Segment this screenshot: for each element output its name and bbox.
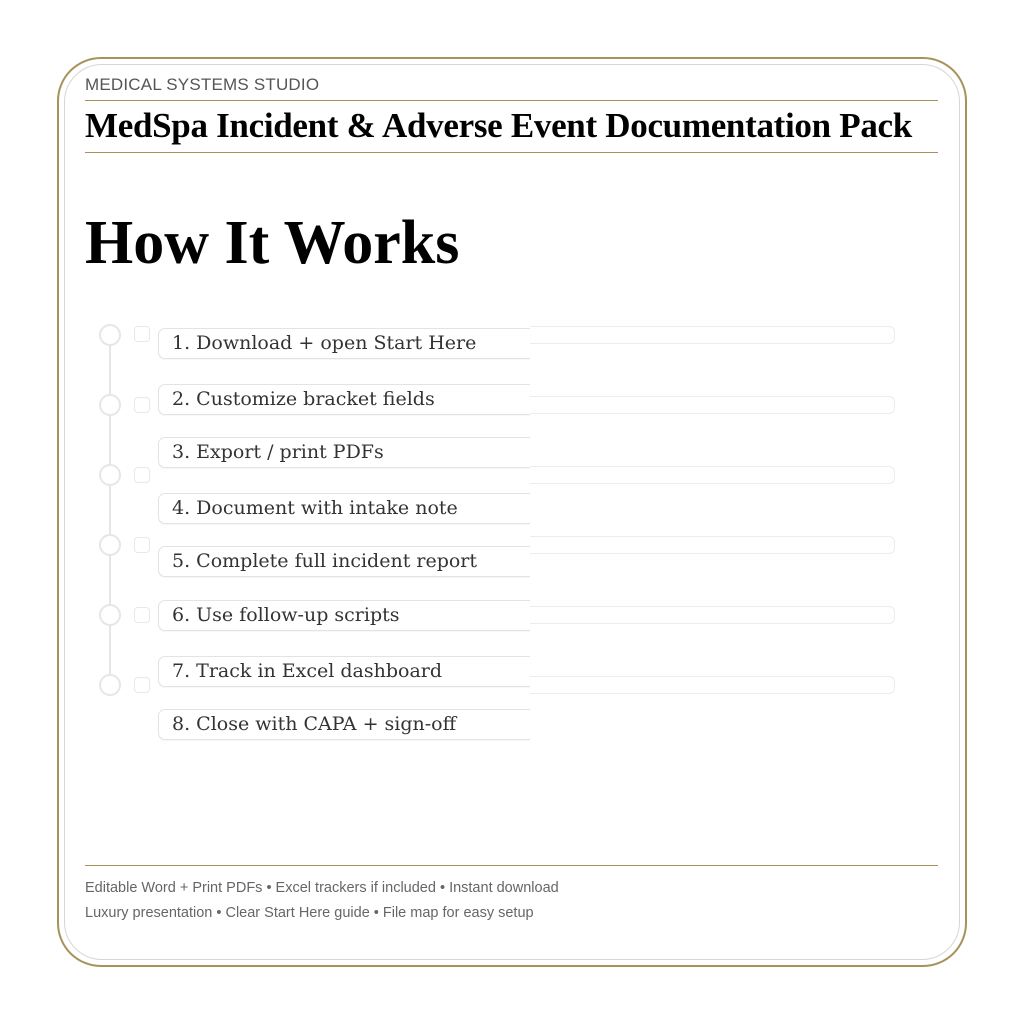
step-label: 4. Document with intake note: [172, 497, 458, 519]
step-item: [158, 656, 530, 687]
step-label: 5. Complete full incident report: [172, 550, 478, 572]
timeline-marker: [134, 537, 150, 553]
header-rule-bottom: [85, 152, 938, 153]
step-item: [158, 493, 530, 524]
step-label: 3. Export / print PDFs: [172, 441, 384, 463]
timeline-marker: [134, 607, 150, 623]
step-item: [158, 600, 530, 631]
timeline-track: [530, 466, 895, 484]
brand-label: MEDICAL SYSTEMS STUDIO: [85, 75, 320, 94]
timeline-track: [530, 396, 895, 414]
timeline-marker: [134, 677, 150, 693]
footer-benefits-line: Luxury presentation • Clear Start Here guide • File map for easy setup: [85, 905, 534, 921]
timeline-track: [530, 536, 895, 554]
step-label: 8. Close with CAPA + sign-off: [172, 713, 457, 735]
step-label: 2. Customize bracket fields: [172, 388, 435, 410]
timeline-marker: [134, 467, 150, 483]
section-title: How It Works: [85, 209, 460, 277]
timeline-node: [99, 674, 121, 696]
step-item: [158, 384, 530, 415]
timeline-marker: [134, 397, 150, 413]
timeline-track: [530, 606, 895, 624]
timeline-node: [99, 464, 121, 486]
timeline-marker: [134, 326, 150, 342]
step-item: [158, 709, 530, 740]
step-item: [158, 328, 530, 359]
step-label: 7. Track in Excel dashboard: [172, 660, 443, 682]
step-item: [158, 437, 530, 468]
timeline-node: [99, 324, 121, 346]
timeline-track: [530, 326, 895, 344]
header-rule-top: [85, 100, 938, 101]
footer-rule: [85, 865, 938, 866]
timeline-node: [99, 604, 121, 626]
step-label: 1. Download + open Start Here: [172, 332, 477, 354]
pack-title: MedSpa Incident & Adverse Event Documentation Pack: [85, 106, 912, 145]
step-item: [158, 546, 530, 577]
step-label: 6. Use follow-up scripts: [172, 604, 400, 626]
timeline-node: [99, 534, 121, 556]
footer-features-line: Editable Word + Print PDFs • Excel trackers if included • Instant download: [85, 880, 559, 896]
timeline-node: [99, 394, 121, 416]
timeline-track: [530, 676, 895, 694]
